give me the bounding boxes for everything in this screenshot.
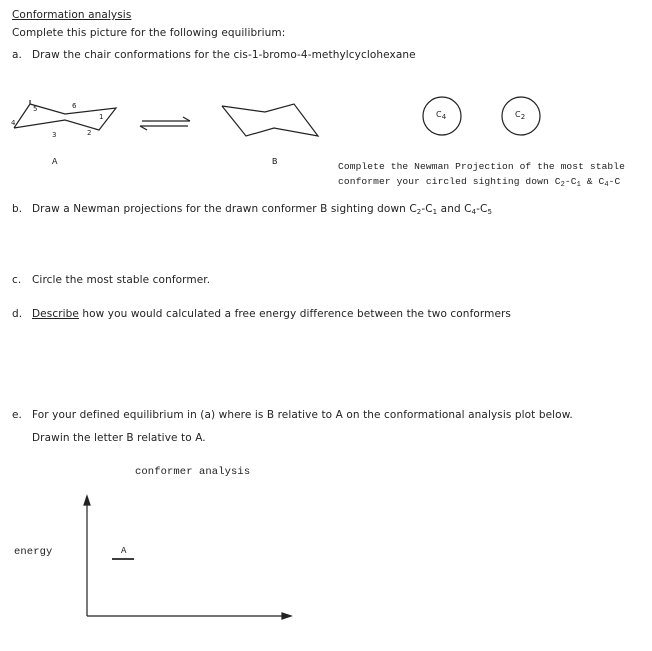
newman-instruction-line1: Complete the Newman Projection of the most stable [338, 161, 626, 172]
atom-number: 1 [99, 113, 104, 121]
circle-c4-label: $C_4$ [436, 110, 447, 121]
atom-number: 5 [33, 105, 38, 113]
conformer-b-label: B [272, 157, 278, 167]
question-e-line2: Drawin the letter B relative to A. [32, 432, 206, 444]
atom-number: 6 [72, 102, 77, 110]
page-title: Conformation analysis [12, 9, 132, 21]
atom-number: 4 [11, 119, 16, 127]
newman-instruction-line2: conformer your circled sighting down $C_2-C_1$ & $C_4-C$ [338, 176, 621, 189]
conformer-a-label: A [52, 157, 58, 167]
plot-marker-a: A [121, 546, 127, 556]
instruction-text: Complete this picture for the following equilibrium: [12, 27, 286, 39]
question-a-text: Draw the chair conformations for the cis-1-bromo-4-methylcyclohexane [32, 49, 416, 61]
question-d: d. Describe how you would calculated a free energy difference between the two conformers [12, 308, 511, 320]
atom-number: 3 [52, 131, 57, 139]
question-a-label: a. [12, 49, 22, 61]
plot-title: conformer analysis [135, 466, 251, 478]
question-b: b. Draw a Newman projections for the drawn conformer B sighting down $C_2-C_1$ and $C_4-C_5$ [12, 203, 493, 216]
question-c: c. Circle the most stable conformer. [12, 274, 211, 286]
circle-c2-label: $C_2$ [515, 110, 526, 121]
atom-number: 2 [87, 129, 92, 137]
question-e: e. For your defined equilibrium in (a) where is B relative to A on the conformational analysis plot below. [12, 409, 573, 421]
plot-ylabel: energy [14, 546, 53, 558]
